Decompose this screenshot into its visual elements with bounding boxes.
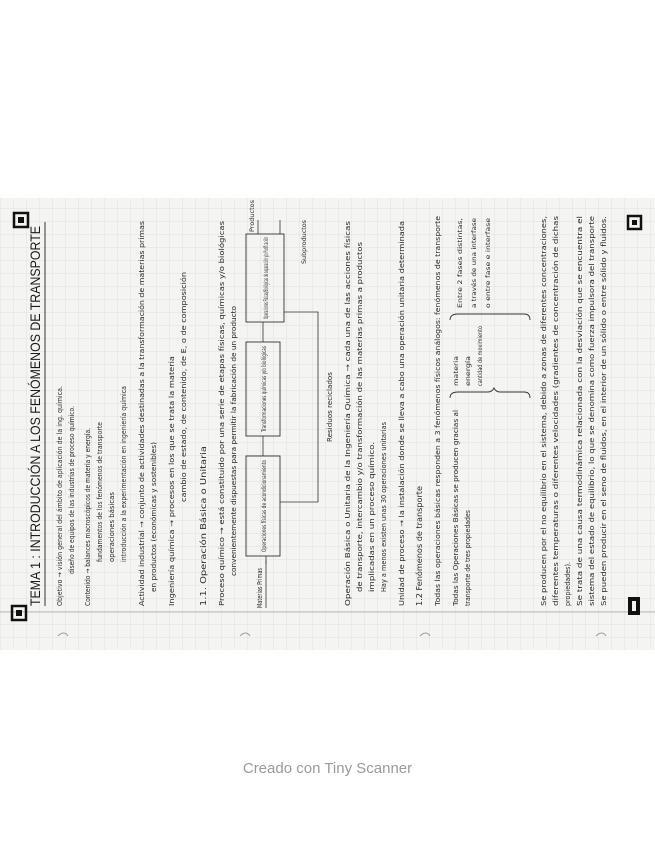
note-line: Se producen por el no equilibrio en el sistema, debido a zonas de diferentes concentraciones,	[540, 277, 548, 606]
diagram-box-label: Transformaciones químicas y/o biológicas	[260, 296, 268, 432]
note-line: Operación Básica o Unitaria de la Ingeniería Química → cada una de las acciones físicas	[344, 298, 352, 606]
corner-marker-top-right	[628, 597, 640, 615]
note-line: Se trata de una causa termodinámica relacionada con la desviación que se encuentra el	[576, 296, 584, 606]
scanner-watermark: Creado con Tiny Scanner	[242, 760, 413, 777]
note-line: Objetivo → visión general del ámbito de aplicación de la ing. química.	[56, 362, 64, 606]
note-line: implicadas en un proceso químico.	[368, 470, 376, 592]
note-line: diseño de equipos de las industrias de proceso químico.	[68, 377, 76, 574]
note-line: propiedades).	[564, 557, 572, 606]
note-line: en productos (económicas y sostenibles)	[150, 448, 158, 592]
section-heading: 1.1. Operación Básica o Unitaria	[199, 476, 208, 606]
note-line: Se pueden producir en el seno de fluidos, en el interior de un sólido o entre sólido y fluidos.	[600, 284, 608, 606]
note-line: sistema del estado de equilibrio, lo que se denomina como fuerza impulsora del transporte	[588, 286, 596, 606]
note-line: convenientemente dispuestas para permitir la fabricación de un producto	[230, 317, 238, 576]
brace-note: o entre fase e interfase	[484, 232, 492, 308]
brace-prop: cantidad de movimiento	[476, 306, 484, 386]
note-line: transporte de tres propiedades	[464, 497, 472, 606]
note-line: Todas las operaciones básicas responden a 3 fenómenos físicos análogos: fenómenos de transporte	[434, 256, 442, 606]
diagram-reciclado: Residuos reciclados	[326, 373, 334, 442]
diagram-subproductos: Subproductos	[300, 219, 308, 264]
diagram-materias-primas: Materias Primas	[256, 551, 264, 608]
brace-prop: energía	[464, 361, 472, 386]
note-line: Proceso químico → está constituido por una serie de etapas físicas, químicas y/o biológicas	[218, 286, 226, 606]
note-line: Contenido → balances macroscópicos de materia y energía.	[84, 396, 92, 606]
note-line: Unidad de proceso → la instalación donde se lleva a cabo una operación unitaria determinada	[398, 276, 406, 606]
note-line: introducción a la experimentación en ingeniería química	[120, 364, 128, 562]
note-line: operaciones básicas	[108, 490, 116, 562]
page-title: TEMA 1 : INTRODUCCIÓN A LOS FENÓMENOS DE TRANSPORTE	[27, 175, 43, 606]
note-line: Ingeniería química → procesos en los que se trata la materia	[168, 393, 176, 606]
note-line: Actividad industrial → conjunto de actividades destinadas a la transformación de materias primas	[138, 263, 146, 606]
section-heading: 1.2 Fenómenos de transporte	[415, 487, 424, 606]
note-line: fundamentos de los fenómenos de transporte	[96, 401, 104, 562]
note-line: de transporte, intercambio y/o transformación de las materias primas a productos	[356, 303, 364, 592]
brace-note: Entre 2 fases distintas,	[456, 233, 464, 308]
diagram-box-label	[263, 237, 270, 319]
brace-note: a través de una interfase	[470, 226, 478, 308]
note-line: diferentes temperaturas o diferentes velocidades (gradientes de concentración de dichas	[552, 291, 560, 606]
note-line: Todas las Operaciones Básicas se producen gracias al	[452, 417, 460, 606]
diagram-box-label: Operaciones físicas de acondicionamiento	[260, 414, 268, 552]
diagram-productos: Productos	[248, 199, 256, 232]
note-line: Hay a menos existen unas 30 operaciones unitarias	[380, 410, 388, 592]
note-line: cambio de estado, de contenido, de E, o de composición	[180, 303, 188, 502]
brace-prop: materia	[452, 360, 460, 386]
